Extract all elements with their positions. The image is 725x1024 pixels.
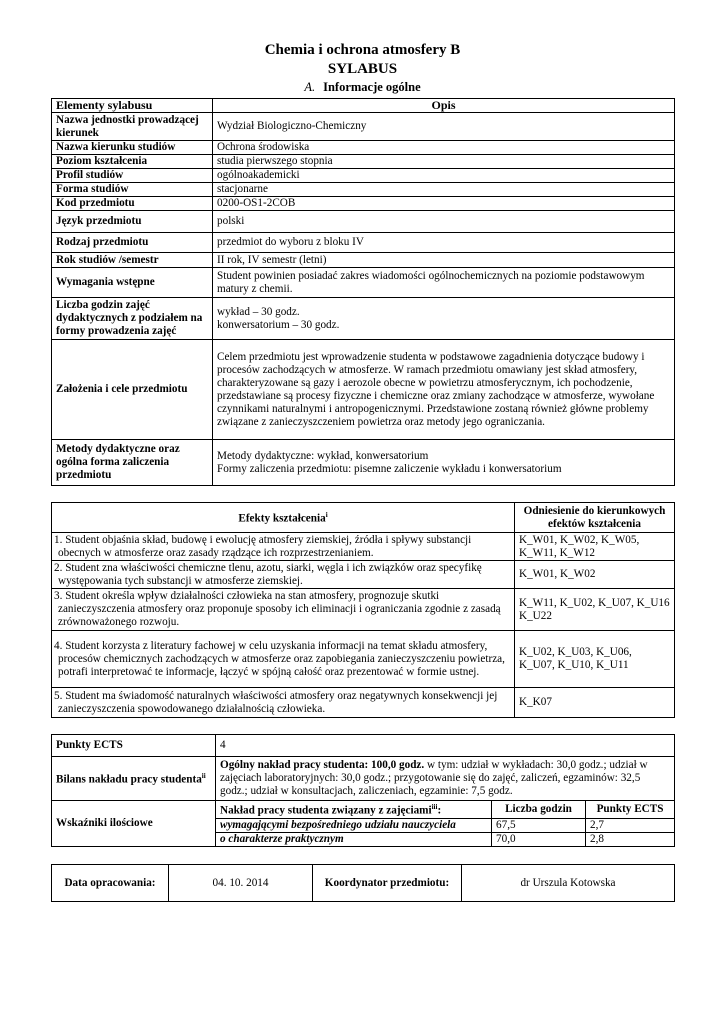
table-row [52,268,675,298]
footer-table [51,864,675,902]
row-value: polski [213,211,675,233]
indicators-header-colon: : [437,804,442,817]
row-value-line: konwersatorium – 30 godz. [217,318,340,331]
row-value: 0200-OS1-2COB [213,197,675,211]
table-row [52,113,675,141]
effect-ref: K_W01, K_W02, K_W05, K_W11, K_W12 [515,533,675,561]
row-label: Metody dydaktyczne oraz ogólna forma zaliczenia przedmiotu [52,440,213,486]
indicators-label: Wskaźniki ilościowe [52,801,216,847]
col-header-reference: Odniesienie do kierunkowych efektów kształcenia [515,503,675,533]
workload-breakdown: w tym: udział w wykładach: 30,0 godz.; udział w zajęciach laboratoryjnych: 30,0 godz.; przygotowanie się do zajęć, zaliczeń, egzaminów: 32,5 godz.; udział w konsultacjach, zaliczeniach, egzaminie: 7,5 godz. [220,759,648,797]
workload-balance-label-text: Bilans nakładu pracy studenta [56,773,202,786]
row-label: Nazwa kierunku studiów [52,141,213,155]
row-label: Założenia i cele przedmiotu [52,340,213,440]
row-value: studia pierwszego stopnia [213,155,675,169]
row-value [213,298,675,340]
indicators-header-text: Nakład pracy studenta związany z zajęciami [220,804,432,817]
row-value: przedmiot do wyboru z bloku IV [213,233,675,253]
ects-points-value: 4 [216,735,675,757]
section-label: Informacje ogólne [323,80,421,94]
row-label: Profil studiów [52,169,213,183]
row-value-line: Formy zaliczenia przedmiotu: pisemne zaliczenie wykładu i konwersatorium [217,462,562,475]
row-label: Kod przedmiotu [52,197,213,211]
row-label: Rok studiów /semestr [52,253,213,268]
document-subtitle: SYLABUS [327,61,398,77]
effect-text: 2. Student zna właściwości chemiczne tlenu, azotu, siarki, węgla i ich związków oraz specyfikę występowania tych substancji w atmosferze ziemskiej. [52,561,515,589]
indicator-points: 2,7 [586,818,675,832]
learning-outcomes-table [51,502,675,718]
row-value: Wydział Biologiczno-Chemiczny [213,113,675,141]
effect-ref: K_U02, K_U03, K_U06, K_U07, K_U10, K_U11 [515,631,675,688]
row-value [213,440,675,486]
row-label: Liczba godzin zajęć dydaktycznych z podziałem na formy prowadzenia zajęć [52,298,213,340]
workload-balance-label [52,757,216,801]
table-row [52,589,675,631]
table-row [52,688,675,718]
effect-text: 5. Student ma świadomość naturalnych właściwości atmosfery oraz negatywnych konsekwencji jej zanieczyszczenia spowodowanego działalnością człowieka. [52,688,515,718]
table-row [52,340,675,440]
row-label: Wymagania wstępne [52,268,213,298]
row-value-line: wykład – 30 godz. [217,305,300,318]
indicators-header [216,801,492,819]
row-value: Ochrona środowiska [213,141,675,155]
row-label: Rodzaj przedmiotu [52,233,213,253]
date-label: Data opracowania: [52,865,169,902]
table-row [52,197,675,211]
footnote-marker: iii [431,803,438,811]
row-value: Student powinien posiadać zakres wiadomości ogólnochemicznych na poziomie podstawowym matury z chemii. [213,268,675,298]
table-row [52,155,675,169]
coordinator-value: dr Urszula Kotowska [462,865,675,902]
table-row [52,298,675,340]
row-value-line: Metody dydaktyczne: wykład, konwersatorium [217,449,429,462]
col-header-effects [52,503,515,533]
table-row [52,211,675,233]
row-value: II rok, IV semestr (letni) [213,253,675,268]
indicator-hours: 67,5 [492,818,586,832]
col-header-elements: Elementy sylabusu [52,99,213,113]
ects-points-label: Punkty ECTS [52,735,216,757]
section-letter: A. [304,80,316,94]
table-row [52,735,675,757]
coordinator-label: Koordynator przedmiotu: [313,865,462,902]
effect-text: 1. Student objaśnia skład, budowę i ewolucję atmosfery ziemskiej, źródła i spływy substancji obecnych w atmosferze oraz zasady rządzące ich rozprzestrzenianiem. [52,533,515,561]
table-row [52,253,675,268]
table-row [52,440,675,486]
ects-table [51,734,675,847]
table-row [52,801,675,819]
ects-header: Punkty ECTS [586,801,675,819]
row-label: Forma studiów [52,183,213,197]
indicator-points: 2,8 [586,832,675,846]
table-row [52,533,675,561]
row-value: ogólnoakademicki [213,169,675,183]
footnote-marker: i [325,511,328,520]
document-title: Chemia i ochrona atmosfery B [264,42,461,58]
date-value: 04. 10. 2014 [169,865,313,902]
workload-total: Ogólny nakład pracy studenta: 100,0 godz. [220,759,425,771]
table-row [52,233,675,253]
indicator-label: wymagającymi bezpośredniego udziału nauczyciela [216,818,492,832]
indicator-hours: 70,0 [492,832,586,846]
workload-balance-value [216,757,675,801]
hours-header: Liczba godzin [492,801,586,819]
row-label: Nazwa jednostki prowadzącej kierunek [52,113,213,141]
table-row [52,141,675,155]
table-row [52,561,675,589]
effect-ref: K_K07 [515,688,675,718]
footnote-marker: ii [201,772,206,781]
table-row [52,183,675,197]
table-row [52,169,675,183]
section-heading [0,80,725,95]
row-label: Język przedmiotu [52,211,213,233]
indicator-label: o charakterze praktycznym [216,832,492,846]
general-info-table [51,98,675,486]
row-value: stacjonarne [213,183,675,197]
effect-ref: K_W11, K_U02, K_U07, K_U16 K_U22 [515,589,675,631]
row-label: Poziom kształcenia [52,155,213,169]
table-row [52,865,675,902]
effect-text: 3. Student określa wpływ działalności człowieka na stan atmosfery, prognozuje skutki zanieczyszczenia atmosfery oraz proponuje sposoby ich eliminacji i ograniczania zgodnie z zasadą zrównoważonego rozwoju. [52,589,515,631]
table-row [52,631,675,688]
col-header-description: Opis [213,99,675,113]
effect-ref: K_W01, K_W02 [515,561,675,589]
effect-text: 4. Student korzysta z literatury fachowej w celu uzyskania informacji na temat składu atmosfery, procesów chemicznych zachodzących w atmosferze oraz zapobiegania zanieczyszczeniu powietrza, potrafi interpretować te informacje, łączyć w spójną całość oraz prezentować w formie ustnej. [52,631,515,688]
table-row [52,757,675,801]
effects-header-label: Efekty kształcenia [238,512,326,525]
row-value: Celem przedmiotu jest wprowadzenie studenta w podstawowe zagadnienia dotyczące budowy i procesów zachodzących w atmosferze. W ramach przedmiotu omawiany jest skład atmosfery, charakteryzowane są gazy i aerozole obecne w powietrzu atmosferycznym, ich pochodzenie, przedstawiane są procesy fizyczne i chemiczne oraz zmiany zachodzące w atmosferze, wywołane czynnikami naturalnymi i antropogenicznymi. Przedstawione zostaną również główne problemy związane z zanieczyszczeniem powietrza oraz metody jego ograniczania. [213,340,675,440]
